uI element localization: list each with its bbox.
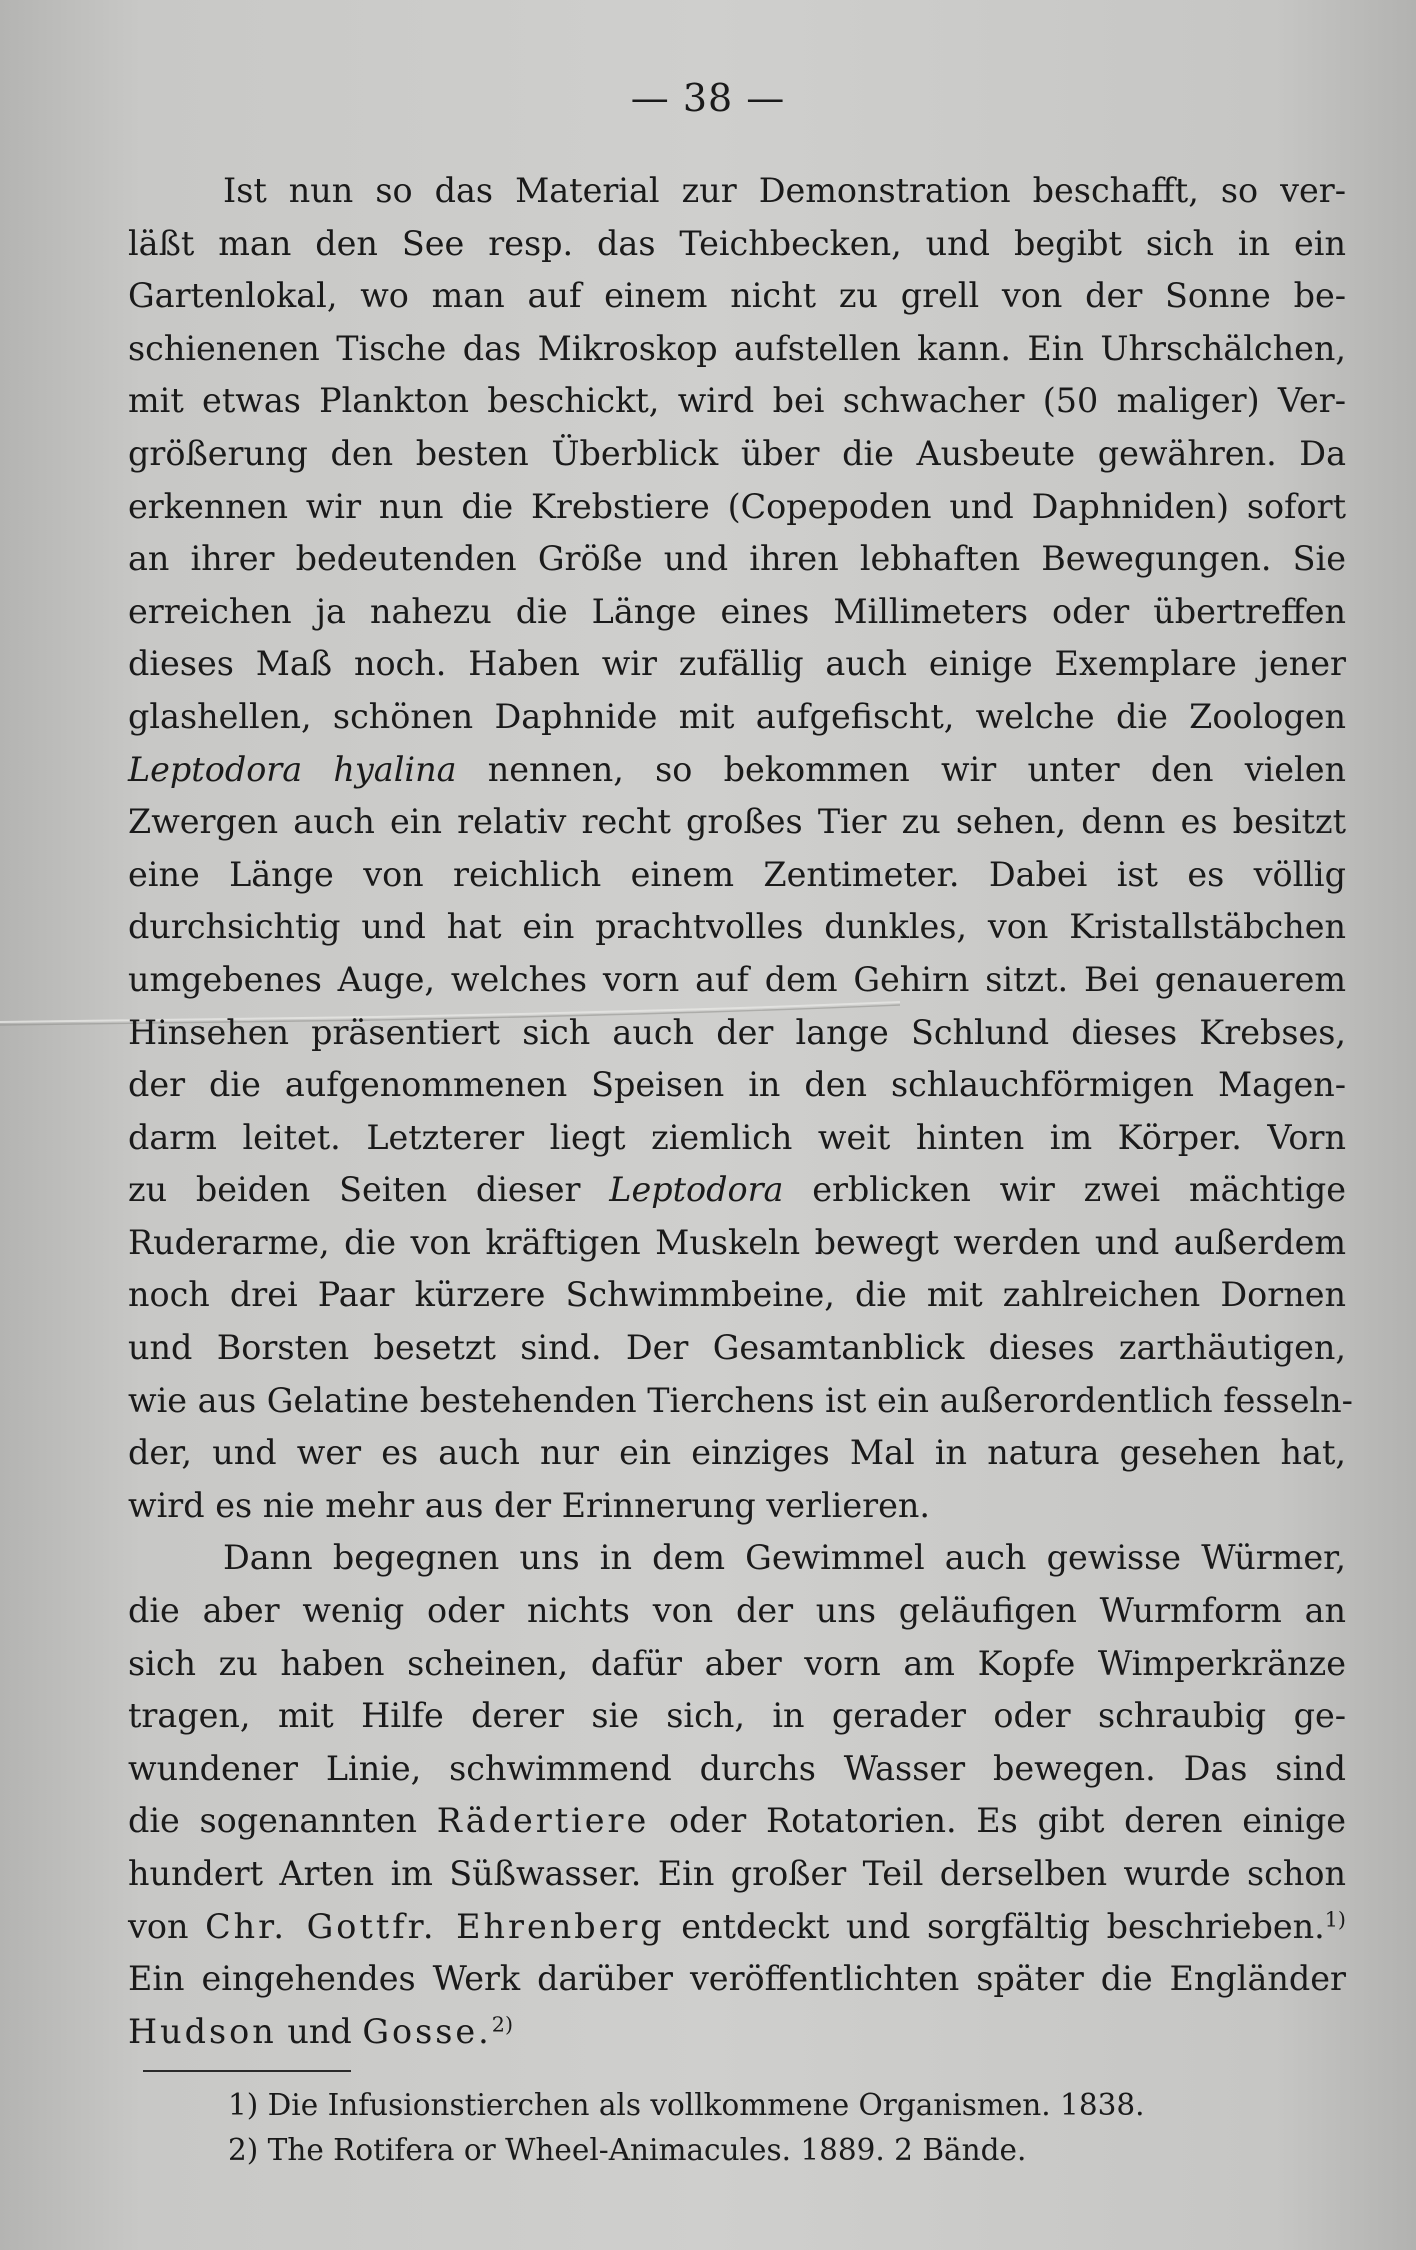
text-line: der, und wer es auch nur ein einziges Mal in natura gesehen hat, xyxy=(128,1433,1346,1473)
text-line: schienenen Tische das Mikroskop aufstellen kann. Ein Uhrschälchen, xyxy=(128,328,1346,368)
text-line: an ihrer bedeutenden Größe und ihren lebhaften Bewegungen. Sie xyxy=(128,539,1346,579)
text-line: umgebenes Auge, welches vorn auf dem Gehirn sitzt. Bei genauerem xyxy=(128,959,1346,999)
footnote: 2) The Rotifera or Wheel-Animacules. 1889. 2 Bände. xyxy=(228,2133,1027,2167)
text-run: nennen, so bekommen wir unter den vielen xyxy=(456,749,1346,789)
species-name: Leptodora hyalina xyxy=(128,749,457,789)
text-run: entdeckt und sorgfältig beschrieben. xyxy=(664,1906,1325,1946)
text-line: eine Länge von reichlich einem Zentimeter. Dabei ist es völlig xyxy=(128,854,1346,894)
text-line xyxy=(128,1901,1346,1954)
text-line: hundert Arten im Süßwasser. Ein großer Teil derselben wurde schon xyxy=(128,1854,1346,1893)
text-line: dieses Maß noch. Haben wir zufällig auch einige Exemplare jener xyxy=(128,644,1346,684)
text-line: erkennen wir nun die Krebstiere (Copepoden und Daphniden) sofort xyxy=(128,486,1346,526)
text-line: Dann begegnen uns in dem Gewimmel auch gewisse Würmer, xyxy=(223,1538,1346,1578)
text-line xyxy=(128,744,1346,797)
text-line: tragen, mit Hilfe derer sie sich, in gerader oder schraubig ge- xyxy=(128,1696,1346,1736)
author-name: Chr. Gottfr. Ehrenberg xyxy=(205,1906,665,1946)
footnotes xyxy=(228,2083,1145,2173)
text-line: Gartenlokal, wo man auf einem nicht zu grell von der Sonne be- xyxy=(128,276,1346,316)
text-run: oder Rotatorien. Es gibt deren einige xyxy=(649,1801,1346,1841)
text-run: zu beiden Seiten dieser xyxy=(128,1170,610,1210)
text-line: Ist nun so das Material zur Demonstration beschafft, so ver- xyxy=(223,171,1346,210)
author-name: Hudson xyxy=(128,2011,277,2051)
text-line: läßt man den See resp. das Teichbecken, und begibt sich in ein xyxy=(128,223,1346,263)
text-run: erblicken wir zwei mächtige xyxy=(783,1170,1346,1210)
text-line: Ruderarme, die von kräftigen Muskeln bewegt werden und außerdem xyxy=(128,1222,1346,1262)
text-line: Zwergen auch ein relativ recht großes Tier zu sehen, denn es besitzt xyxy=(128,802,1346,842)
text-line: sich zu haben scheinen, dafür aber vorn am Kopfe Wimperkränze xyxy=(128,1643,1346,1683)
text-line: wundener Linie, schwimmend durchs Wasser bewegen. Das sind xyxy=(128,1748,1346,1788)
author-name: Gosse. xyxy=(362,2011,492,2051)
text-line xyxy=(128,1795,1346,1848)
text-run: die sogenannten xyxy=(128,1801,437,1841)
text-line: darm leitet. Letzterer liegt ziemlich weit hinten im Körper. Vorn xyxy=(128,1117,1346,1157)
text-line: Hinsehen präsentiert sich auch der lange Schlund dieses Krebses, xyxy=(128,1012,1346,1052)
text-line: die aber wenig oder nichts von der uns geläufigen Wurmform an xyxy=(128,1591,1346,1631)
footnote-rule xyxy=(143,2070,351,2072)
footnote-ref: 1) xyxy=(1324,1907,1346,1932)
text-line: und Borsten besetzt sind. Der Gesamtanblick dieses zarthäutigen, xyxy=(128,1328,1346,1368)
body-text xyxy=(128,165,1353,2058)
text-line xyxy=(128,2006,1346,2059)
text-line: durchsichtig und hat ein prachtvolles dunkles, von Kristallstäbchen xyxy=(128,907,1346,947)
text-line: wie aus Gelatine bestehenden Tierchens ist ein außerordentlich fesseln- xyxy=(128,1380,1353,1420)
page-number: — 38 — xyxy=(630,76,786,120)
text-line: mit etwas Plankton beschickt, wird bei schwacher (50 maliger) Ver- xyxy=(128,381,1346,421)
text-line: der die aufgenommenen Speisen in den schlauchförmigen Magen- xyxy=(128,1065,1346,1105)
text-line: erreichen ja nahezu die Länge eines Millimeters oder übertreffen xyxy=(128,591,1346,631)
text-run: und xyxy=(276,2011,363,2051)
text-line: Ein eingehendes Werk darüber veröffentlichten später die Engländer xyxy=(128,1959,1346,1999)
species-name: Leptodora xyxy=(609,1170,784,1210)
text-line: wird es nie mehr aus der Erinnerung verlieren. xyxy=(128,1485,930,1525)
text-line: glashellen, schönen Daphnide mit aufgefischt, welche die Zoologen xyxy=(128,696,1346,736)
spaced-term: Rädertiere xyxy=(436,1801,650,1841)
footnote: 1) Die Infusionstierchen als vollkommene Organismen. 1838. xyxy=(228,2088,1145,2122)
footnote-ref: 2) xyxy=(491,2012,514,2037)
text-line xyxy=(128,1164,1346,1217)
text-line: größerung den besten Überblick über die Ausbeute gewähren. Da xyxy=(128,433,1346,473)
text-line: noch drei Paar kürzere Schwimmbeine, die mit zahlreichen Dornen xyxy=(128,1275,1346,1315)
text-run: von xyxy=(128,1906,206,1946)
